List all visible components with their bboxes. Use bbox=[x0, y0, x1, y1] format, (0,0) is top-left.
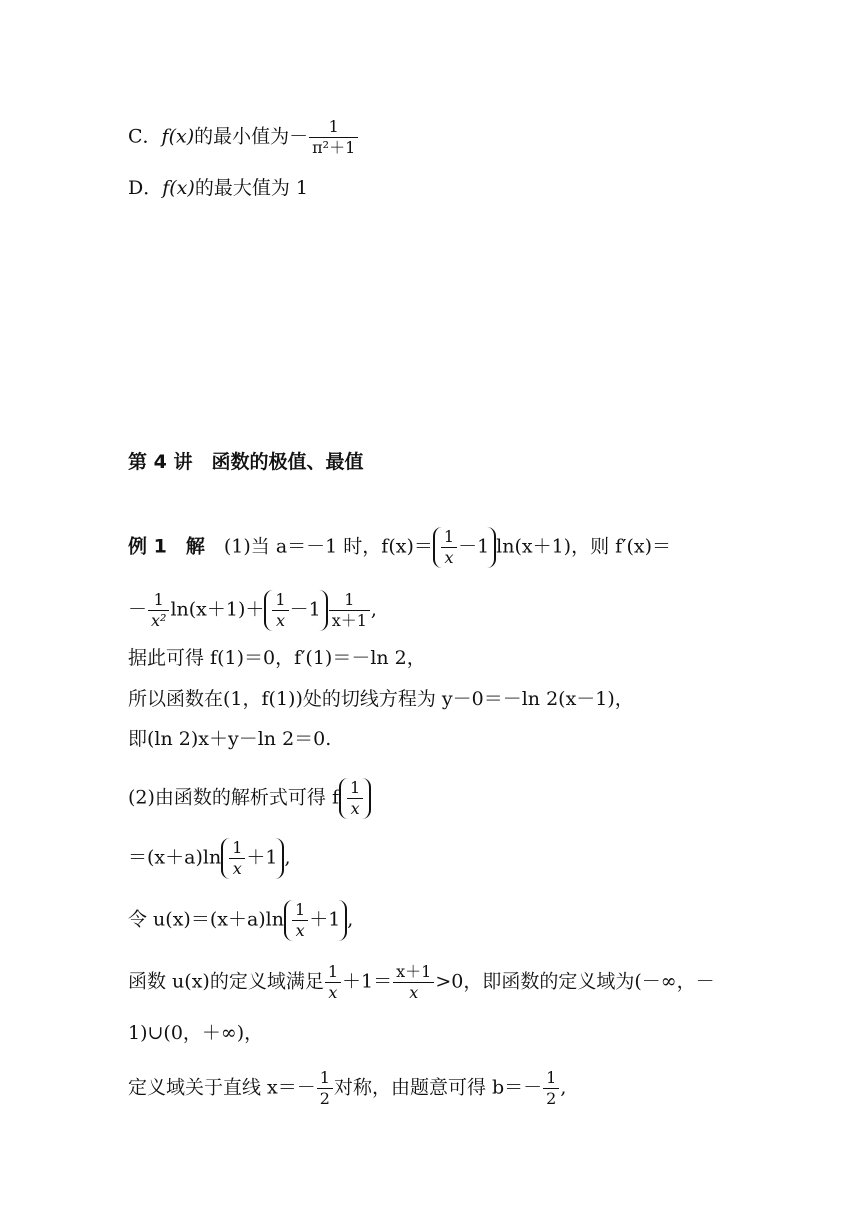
example-line-7 bbox=[128, 838, 291, 879]
line9-head: 函数 u(x)的定义域满足 bbox=[128, 970, 324, 993]
paren-term: ＋1 bbox=[309, 908, 341, 931]
line2-head: － bbox=[128, 598, 148, 621]
frac-den: x bbox=[232, 859, 242, 878]
option-c-fx: f(x) bbox=[161, 125, 195, 148]
frac-den: 2 bbox=[546, 1089, 557, 1108]
line2-mid: ln(x＋1)＋ bbox=[170, 598, 265, 621]
line11-head: 定义域关于直线 x＝－ bbox=[128, 1076, 316, 1099]
frac-den: x bbox=[350, 799, 360, 818]
frac-den: x bbox=[409, 983, 419, 1002]
fraction bbox=[317, 1068, 333, 1109]
example-line-6 bbox=[128, 778, 371, 819]
paren-group bbox=[433, 527, 496, 568]
frac-den: 2 bbox=[319, 1089, 330, 1108]
frac-num: 1 bbox=[272, 590, 288, 611]
fraction bbox=[347, 778, 363, 819]
example-line-4: 所以函数在(1，f(1))处的切线方程为 y－0＝－ln 2(x－1)， bbox=[128, 688, 634, 710]
line9-mid: ＋1＝ bbox=[342, 970, 393, 993]
fraction bbox=[292, 900, 308, 941]
line9-tail: >0，即函数的定义域为(－∞，－ bbox=[435, 970, 715, 993]
frac-num: 1 bbox=[229, 838, 245, 859]
frac-den: x² bbox=[151, 611, 167, 630]
fraction bbox=[325, 962, 341, 1003]
paren-group bbox=[264, 590, 327, 631]
line1-tail: ln(x＋1)，则 f′(x)＝ bbox=[496, 535, 672, 558]
example-line-11 bbox=[128, 1068, 566, 1109]
line7-tail: , bbox=[284, 846, 291, 869]
frac-num: 1 bbox=[347, 778, 363, 799]
line1-text: (1)当 a＝－1 时，f(x)＝ bbox=[223, 535, 433, 558]
frac-num: 1 bbox=[317, 1068, 333, 1089]
line11-tail: , bbox=[560, 1076, 567, 1099]
option-d-text: 的最大值为 1 bbox=[194, 177, 308, 199]
option-d-label: D． bbox=[128, 177, 163, 199]
example-line-3: 据此可得 f(1)＝0，f′(1)＝－ln 2， bbox=[128, 647, 426, 669]
line11-mid: 对称，由题意可得 b＝－ bbox=[333, 1076, 543, 1099]
example-line-2 bbox=[128, 590, 377, 631]
line2-tail: , bbox=[370, 598, 377, 621]
example-line-1 bbox=[128, 527, 671, 568]
fraction bbox=[148, 590, 169, 631]
fraction bbox=[229, 838, 245, 879]
paren-group bbox=[221, 838, 284, 879]
option-c-text: 的最小值为－ bbox=[194, 125, 309, 148]
option-c-frac-num: 1 bbox=[309, 117, 358, 138]
fraction bbox=[543, 1068, 559, 1109]
section-heading: 第 4 讲 函数的极值、最值 bbox=[128, 451, 364, 473]
paren-term: －1 bbox=[289, 598, 321, 621]
line7-head: ＝(x＋a)ln bbox=[128, 846, 222, 869]
line6-text: (2)由函数的解析式可得 f bbox=[128, 786, 339, 809]
fraction bbox=[329, 590, 370, 631]
frac-den: x bbox=[295, 921, 305, 940]
frac-num: 1 bbox=[325, 962, 341, 983]
example-label: 例 1 bbox=[128, 535, 167, 558]
frac-den: x bbox=[444, 548, 454, 567]
solution-label: 解 bbox=[185, 535, 205, 558]
example-line-8 bbox=[128, 900, 353, 941]
fraction bbox=[393, 962, 434, 1003]
line8-head: 令 u(x)＝(x＋a)ln bbox=[128, 908, 284, 931]
fraction bbox=[441, 527, 457, 568]
frac-den: x bbox=[275, 611, 286, 630]
frac-den: x bbox=[328, 983, 338, 1002]
frac-num: x＋1 bbox=[393, 962, 434, 983]
paren-group bbox=[339, 778, 371, 819]
option-d-fx: f(x) bbox=[162, 177, 195, 199]
option-d bbox=[128, 176, 308, 200]
fraction bbox=[272, 590, 288, 631]
frac-den: x＋1 bbox=[331, 611, 367, 630]
frac-num: 1 bbox=[543, 1068, 559, 1089]
line8-tail: , bbox=[347, 908, 354, 931]
example-line-9 bbox=[128, 962, 715, 1003]
frac-num: 1 bbox=[329, 590, 370, 611]
paren-term: ＋1 bbox=[246, 846, 278, 869]
example-line-10: 1)∪(0，＋∞)， bbox=[128, 1022, 264, 1044]
option-c-fraction bbox=[309, 117, 358, 158]
frac-num: 1 bbox=[441, 527, 457, 548]
option-c-frac-den: π²＋1 bbox=[312, 138, 356, 157]
frac-num: 1 bbox=[292, 900, 308, 921]
paren-group bbox=[284, 900, 347, 941]
option-c-label: C． bbox=[128, 125, 162, 148]
example-line-5: 即(ln 2)x＋y－ln 2＝0. bbox=[128, 728, 332, 750]
frac-num: 1 bbox=[148, 590, 169, 611]
option-c bbox=[128, 117, 359, 158]
paren-term: －1 bbox=[458, 535, 490, 558]
